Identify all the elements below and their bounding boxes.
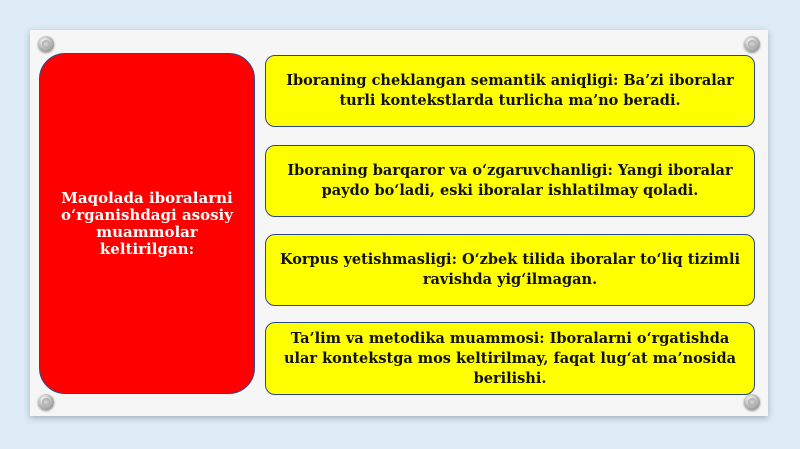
problem-card-text: Ta’lim va metodika muammosi: Iboralarni o‘rgatishda ular kontekstga mos keltirilmay, faqat lug‘at ma’nosida berilishi. — [283, 329, 737, 387]
problem-card-2 — [265, 145, 755, 217]
problem-card-text: Korpus yetishmasligi: O‘zbek tilida iboralar to‘liq tizimli ravishda yig‘ilmagan. — [279, 251, 741, 288]
rivet-icon — [38, 394, 54, 410]
problem-card-3 — [265, 234, 755, 306]
problem-card-1 — [265, 55, 755, 127]
rivet-icon — [744, 394, 760, 410]
problem-card-4 — [265, 322, 755, 395]
problem-card-text: Iboraning cheklangan semantik aniqligi: Ba’zi iboralar turli kontekstlarda turlicha ma’no beradi. — [286, 72, 734, 109]
main-topic-text: Maqolada iboralarni o‘rganishdagi asosiy muammolar keltirilgan: — [61, 188, 233, 258]
problem-card-text: Iboraning barqaror va o‘zgaruvchanligi: Yangi iboralar paydo bo‘ladi, eski iboralar ishlatilmay qoladi. — [287, 162, 733, 199]
rivet-icon — [744, 36, 760, 52]
rivet-icon — [38, 36, 54, 52]
main-topic-box — [39, 53, 255, 394]
